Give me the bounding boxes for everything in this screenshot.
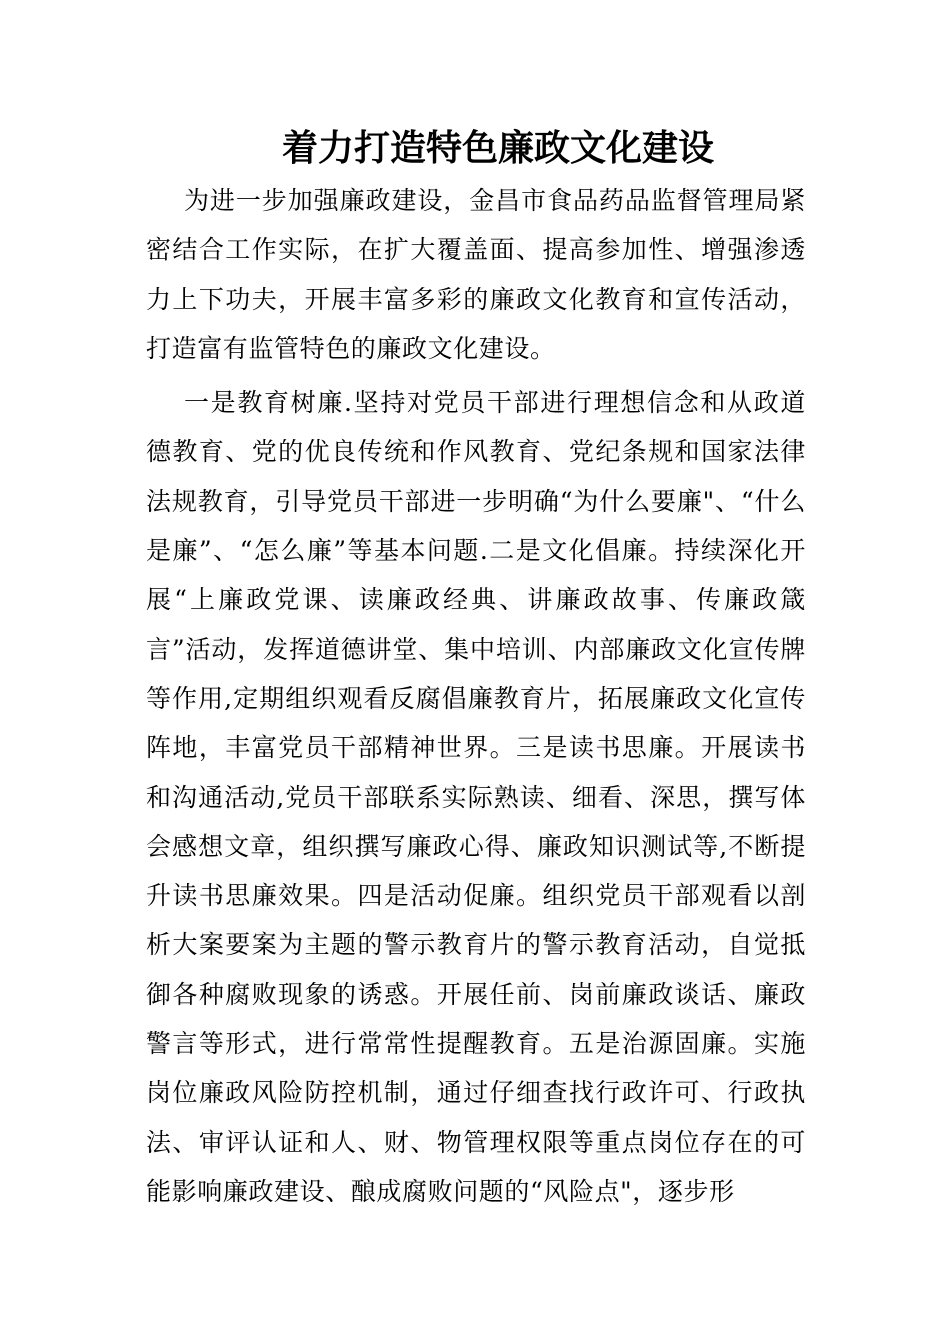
paragraph-intro: 为进一步加强廉政建设，金昌市食品药品监督管理局紧密结合工作实际，在扩大覆盖面、提高参加性、增强渗透力上下功夫，开展丰富多彩的廉政文化教育和宣传活动，打造富有监管特色的廉政文化建设。 bbox=[146, 186, 806, 363]
paragraph-measures: 一是教育树廉.坚持对党员干部进行理想信念和从政道德教育、党的优良传统和作风教育、党纪条规和国家法律法规教育，引导党员干部进一步明确“为什么要廉"、“什么是廉”、“怎么廉”等基本问题.二是文化倡廉。持续深化开展“上廉政党课、读廉政经典、讲廉政故事、传廉政箴言”活动，发挥道德讲堂、集中培训、内部廉政文化宣传牌等作用,定期组织观看反腐倡廉教育片，拓展廉政文化宣传阵地，丰富党员干部精神世界。三是读书思廉。开展读书和沟通活动,党员干部联系实际熟读、细看、深思，撰写体会感想文章，组织撰写廉政心得、廉政知识测试等,不断提升读书思廉效果。四是活动促廉。组织党员干部观看以剖析大案要案为主题的警示教育片的警示教育活动，自觉抵御各种腐败现象的诱惑。开展任前、岗前廉政谈话、廉政警言等形式，进行常常性提醒教育。五是治源固廉。实施岗位廉政风险防控机制，通过仔细查找行政许可、行政执法、审评认证和人、财、物管理权限等重点岗位存在的可能影响廉政建设、酿成腐败问题的“风险点"，逐步形 bbox=[146, 388, 806, 1206]
document-title: 着力打造特色廉政文化建设 bbox=[281, 127, 714, 169]
document-body bbox=[146, 176, 806, 1216]
